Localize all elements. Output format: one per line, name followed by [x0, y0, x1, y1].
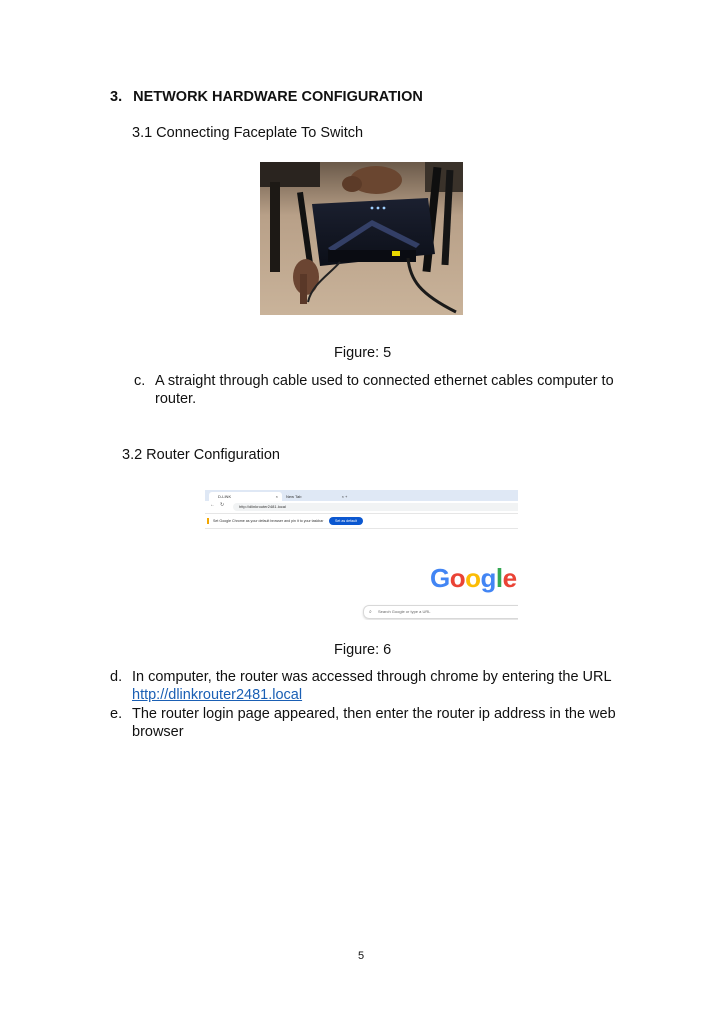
new-tab-icon: + [345, 494, 348, 499]
google-letter: l [495, 563, 503, 593]
url-bar: http://dlinkrouter2481.local [233, 503, 518, 511]
google-letter: G [430, 563, 450, 593]
tab-dlink [209, 492, 282, 501]
google-letter: g [480, 563, 496, 593]
infobar-text: Set Google Chrome as your default browser and pin it to your taskbar [213, 519, 324, 523]
subsection-title-3-1: 3.1 Connecting Faceplate To Switch [132, 125, 364, 141]
tab-dlink-label: D-LINK [218, 494, 232, 499]
tab-bar [205, 490, 518, 501]
item-e-marker: e. [110, 706, 123, 722]
item-d-marker: d. [110, 669, 123, 685]
item-e-line-2: browser [132, 724, 184, 740]
search-placeholder: Search Google or type a URL [378, 609, 431, 614]
item-e-line-1: The router login page appeared, then enter the router ip address in the web [132, 706, 616, 722]
item-c-line-2: router. [155, 391, 197, 407]
warning-icon [207, 518, 209, 524]
subsection-title-3-2: 3.2 Router Configuration [122, 447, 280, 463]
close-icon: × [275, 494, 278, 499]
item-c-marker: c. [134, 373, 146, 389]
tab-new-tab-label: New Tab [286, 494, 302, 499]
item-d-line-1: In computer, the router was accessed through chrome by entering the URL [132, 669, 612, 685]
section-heading [110, 88, 423, 106]
google-letter: e [502, 563, 517, 593]
google-logo [430, 563, 517, 594]
router-url-link[interactable]: http://dlinkrouter2481.local [132, 687, 303, 703]
default-browser-infobar [205, 514, 518, 529]
figure-5-caption: Figure: 5 [334, 345, 392, 361]
address-row [205, 501, 518, 514]
google-letter: o [465, 563, 481, 593]
browser-screenshot [205, 490, 518, 620]
figure-6-caption: Figure: 6 [334, 642, 392, 658]
tab-new-tab [277, 492, 348, 501]
back-icon: ← [210, 502, 215, 508]
google-search-box [363, 605, 518, 619]
close-icon: × [341, 494, 344, 499]
router-photo [260, 162, 463, 315]
item-c-line-1: A straight through cable used to connected ethernet cables computer to [155, 373, 614, 389]
reload-icon: ↻ [220, 502, 225, 508]
section-title: NETWORK HARDWARE CONFIGURATION [133, 89, 423, 105]
section-number: 3. [110, 89, 123, 105]
page-number: 5 [358, 950, 365, 962]
search-icon: ⌕ [369, 609, 372, 615]
set-default-button: Set as default [329, 517, 363, 525]
google-letter: o [449, 563, 466, 593]
